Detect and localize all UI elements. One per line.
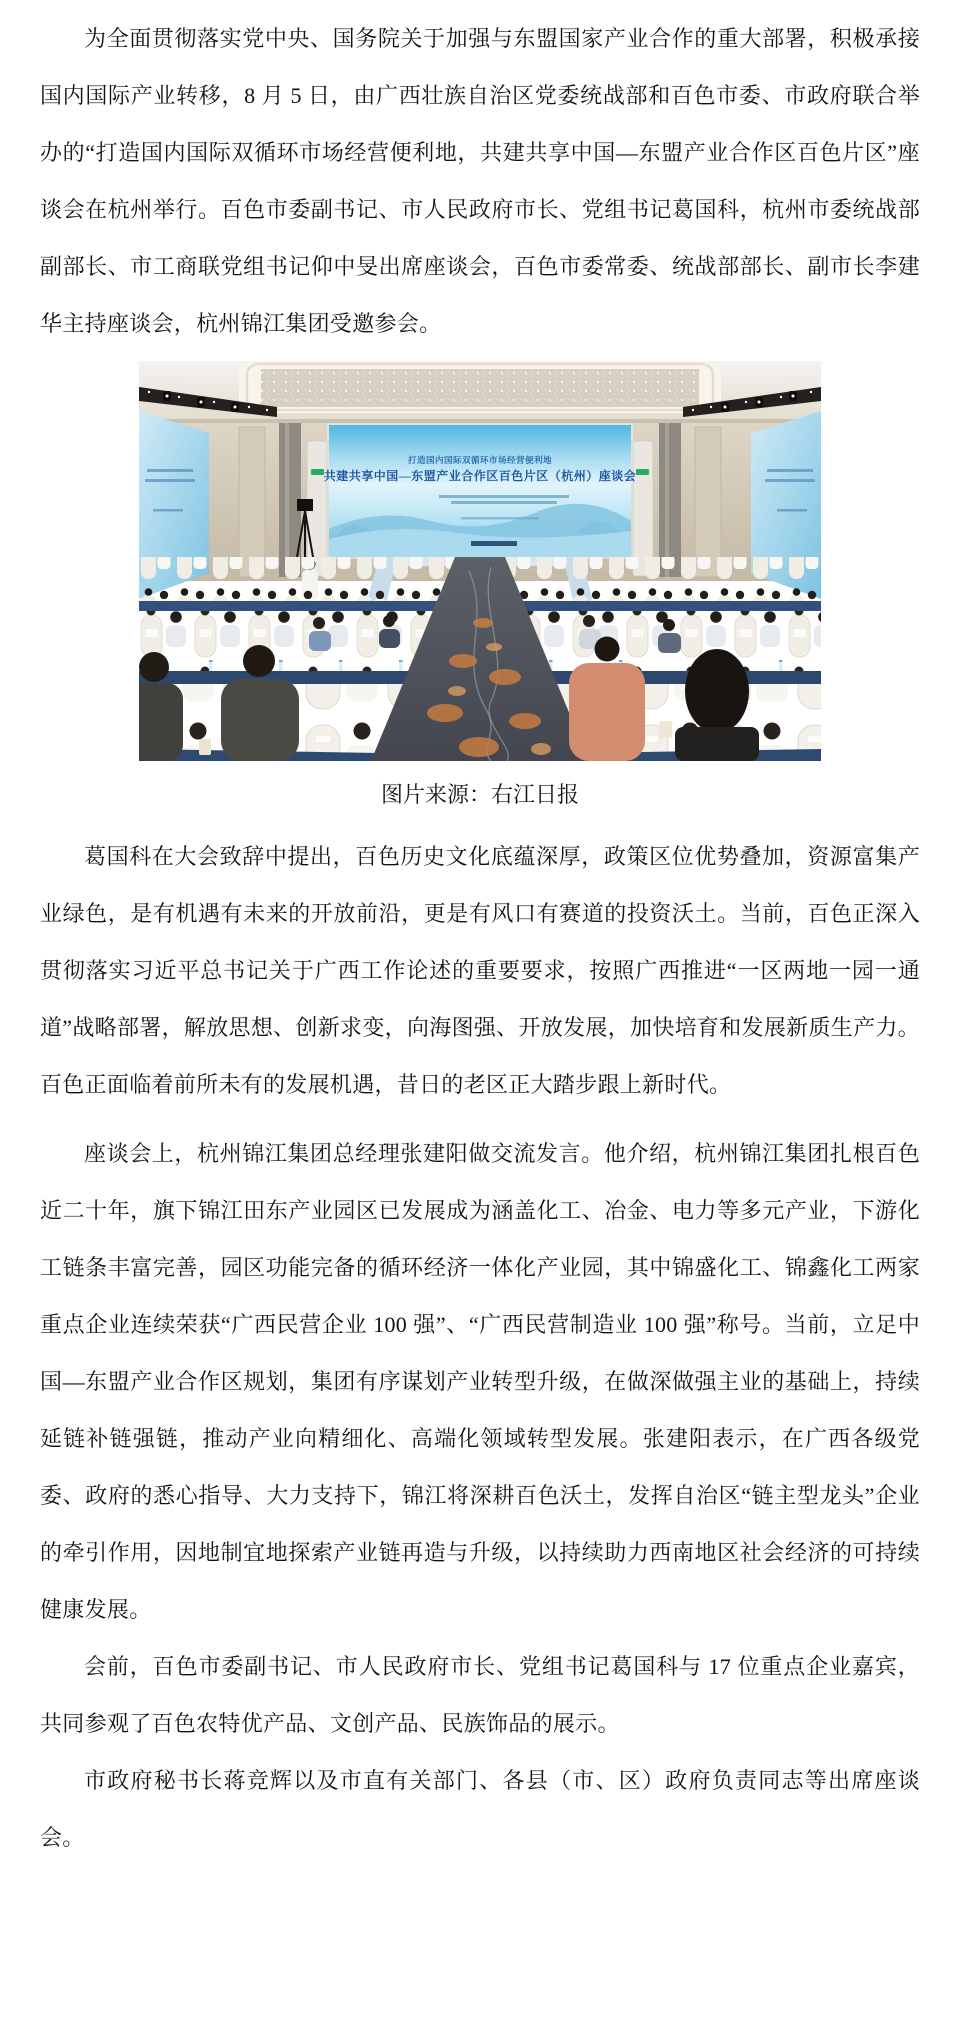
main-screen [324, 424, 637, 558]
paragraph-exhibition: 会前，百色市委副书记、市人民政府市长、党组书记葛国科与 17 位重点企业嘉宾，共同参观了百色农特优产品、文创产品、民族饰品的展示。 [40, 1654, 920, 1736]
screen-welcome-text [471, 541, 517, 546]
paragraph-attendees: 市政府秘书长蒋竞辉以及市直有关部门、各县（市、区）政府负责同志等出席座谈会。 [40, 1768, 920, 1850]
screen-slide-title-line2: 共建共享中国—东盟产业合作区百色片区（杭州）座谈会 [323, 469, 637, 483]
paragraph-intro: 为全面贯彻落实党中央、国务院关于加强与东盟国家产业合作的重大部署，积极承接国内国际产业转移，8 月 5 日，由广西壮族自治区党委统战部和百色市委、市政府联合举办的“打造国内国际双循环市场经营便利地，共建共享中国—东盟产业合作区百色片区”座谈会在杭州举行。百色市委副书记、市人民政府市长、党组书记葛国科，杭州市委统战部副部长、市工商联党组书记仰中旻出席座谈会，百色市委常委、统战部部长、副市长李建华主持座谈会，杭州锦江集团受邀参会。 [40, 26, 920, 336]
paragraph-speech: 葛国科在大会致辞中提出，百色历史文化底蕴深厚，政策区位优势叠加，资源富集产业绿色，是有机遇有未来的开放前沿，更是有风口有赛道的投资沃土。当前，百色正深入贯彻落实习近平总书记关于广西工作论述的重要要求，按照广西推进“一区两地一园一通道”战略部署，解放思想、创新求变，向海图强、开放发展，加快培育和发展新质生产力。百色正面临着前所未有的发展机遇，昔日的老区正大踏步跟上新时代。 [40, 844, 920, 1097]
paragraph-jinjiang: 座谈会上，杭州锦江集团总经理张建阳做交流发言。他介绍，杭州锦江集团扎根百色近二十年，旗下锦江田东产业园区已发展成为涵盖化工、冶金、电力等多元产业，下游化工链条丰富完善，园区功能完备的循环经济一体化产业园，其中锦盛化工、锦鑫化工两家重点企业连续荣获“广西民营企业 100 强”、“广西民营制造业 100 强”称号。当前，立足中国—东盟产业合作区规划，集团有序谋划产业转型升级，在做深做强主业的基础上，持续延链补链强链，推动产业向精细化、高端化领域转型发展。张建阳表示，在广西各级党委、政府的悉心指导、大力支持下，锦江将深耕百色沃土，发挥自治区“链主型龙头”企业的牵引作用，因地制宜地探索产业链再造与升级，以持续助力西南地区社会经济的可持续健康发展。 [40, 1141, 920, 1622]
ceiling [139, 361, 821, 423]
paper-cup-left [199, 739, 211, 755]
screen-slide-title-line1: 打造国内国际双循环市场经营便利地 [407, 455, 553, 465]
exit-sign-left [311, 469, 324, 475]
photo-caption: 图片来源：右江日报 [380, 782, 579, 807]
conference-photo [139, 361, 821, 761]
exit-sign-right [636, 469, 649, 475]
conference-photo-scene [139, 361, 821, 761]
paper-cup-right [659, 721, 672, 738]
